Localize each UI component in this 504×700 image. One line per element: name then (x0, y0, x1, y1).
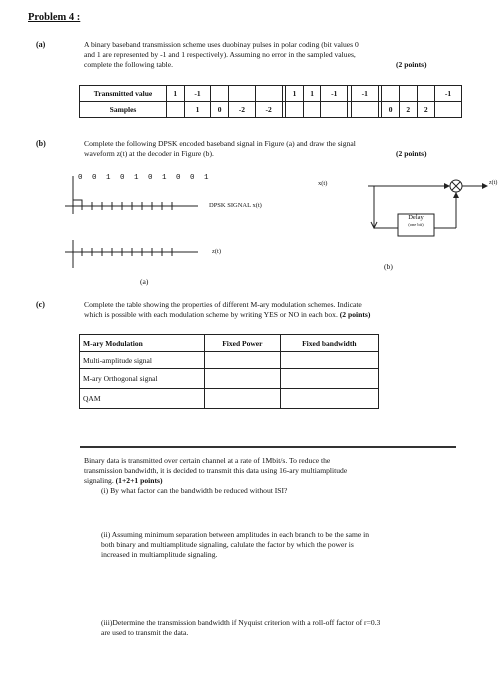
table-cell[interactable] (286, 102, 304, 118)
table-cell[interactable]: -1 (435, 86, 462, 102)
figure-b-caption: (b) (384, 262, 393, 271)
table-cell[interactable] (351, 102, 378, 118)
table-cell[interactable]: 2 (417, 102, 435, 118)
answer-cell[interactable] (205, 352, 281, 369)
table-row (80, 352, 379, 369)
table-cell[interactable]: 1 (184, 102, 211, 118)
row-qam: QAM (80, 389, 205, 409)
table-cell[interactable]: 1 (303, 86, 321, 102)
mary-table (79, 334, 379, 409)
answer-cell[interactable] (280, 389, 378, 409)
part-b-line1: Complete the following DPSK encoded baseband signal in Figure (a) and draw the signal (84, 139, 356, 148)
dpsk-signal-label: DPSK SIGNAL x(t) (209, 202, 262, 209)
header-modulation: M-ary Modulation (80, 335, 205, 352)
table-cell[interactable] (255, 86, 282, 102)
duobinary-table (79, 85, 462, 118)
table-cell[interactable] (435, 102, 462, 118)
part-a-line2: and 1 are represented by -1 and 1 respectively). Assuming no error in the sampled values, (84, 50, 356, 59)
table-cell[interactable]: 0 (382, 102, 400, 118)
part-c-line2: which is possible with each modulation scheme by writing YES or NO in each box. (84, 310, 338, 319)
question-i: (i) By what factor can the bandwidth be reduced without ISI? (101, 486, 288, 495)
table-cell[interactable] (417, 86, 435, 102)
part-a-line1: A binary baseband transmission scheme uses duobinay pulses in polar coding (bit values 0 (84, 40, 359, 49)
table-cell[interactable]: 2 (399, 102, 417, 118)
question-ii-line1: (ii) Assuming minimum separation between amplitudes in each branch to be the same in (101, 530, 370, 539)
samples-row (80, 102, 462, 118)
table-cell[interactable]: -1 (184, 86, 211, 102)
delay-line2: (one bit) (408, 222, 424, 227)
part-a-text (84, 40, 484, 70)
table-cell[interactable] (167, 102, 185, 118)
table-cell[interactable]: -2 (228, 102, 255, 118)
mary-header-row (80, 335, 379, 352)
xt-label: x(t) (318, 180, 328, 187)
table-cell[interactable]: -1 (351, 86, 378, 102)
question-iii-line1: (iii)Determine the transmission bandwidth if Nyquist criterion with a roll-off factor of r=0.3 (101, 618, 381, 627)
table-cell[interactable] (382, 86, 400, 102)
table-cell[interactable] (303, 102, 321, 118)
table-cell[interactable]: 1 (286, 86, 304, 102)
answer-cell[interactable] (280, 369, 378, 389)
part-b-points: (2 points) (396, 149, 427, 158)
header-fixed-power: Fixed Power (205, 335, 281, 352)
input-arrow (444, 183, 450, 189)
to-multiplier-arrow (453, 192, 459, 198)
zt-label-b: z(t) (489, 180, 498, 186)
part-d-points: (1+2+1 points) (115, 476, 163, 485)
part-c-points: (2 points) (339, 310, 371, 319)
part-a-line3: complete the following table. (84, 60, 173, 69)
part-d-text (84, 456, 484, 486)
table-cell[interactable] (321, 102, 348, 118)
part-b-text (84, 139, 484, 159)
figure-a (60, 170, 210, 280)
section-divider (80, 446, 456, 448)
question-iii (101, 618, 496, 638)
table-cell[interactable]: -2 (255, 102, 282, 118)
part-d-line3: signaling. (84, 476, 114, 485)
table-row (80, 369, 379, 389)
table-cell[interactable]: 1 (167, 86, 185, 102)
delay-text (398, 214, 434, 228)
row-mary-orthogonal: M-ary Orthogonal signal (80, 369, 205, 389)
table-cell[interactable] (399, 86, 417, 102)
answer-cell[interactable] (205, 369, 281, 389)
part-c-text (84, 300, 494, 320)
figure-a-caption: (a) (140, 277, 149, 286)
table-cell[interactable]: 0 (211, 102, 229, 118)
part-b-line2: waveform z(t) at the decoder in Figure (b). (84, 149, 214, 158)
part-c-line1: Complete the table showing the properties of different M-ary modulation schemes. Indicate (84, 300, 362, 309)
table-cell[interactable] (211, 86, 229, 102)
answer-cell[interactable] (205, 389, 281, 409)
answer-cell[interactable] (280, 352, 378, 369)
part-d-line1: Binary data is transmitted over certain channel at a rate of 1Mbit/s. To reduce the (84, 456, 331, 465)
transmitted-header: Transmitted value (80, 86, 167, 102)
zt-label-a: z(t) (212, 248, 222, 255)
part-b-label: (b) (36, 139, 46, 148)
question-ii-line3: increased in multiamplitude signaling. (101, 550, 218, 559)
part-a-points: (2 points) (396, 60, 427, 69)
problem-title: Problem 4 : (28, 12, 81, 23)
dpsk-start-pulse (73, 200, 82, 206)
question-ii (101, 530, 491, 560)
table-cell[interactable]: -1 (321, 86, 348, 102)
part-c-label: (c) (36, 300, 45, 309)
row-multi-amplitude: Multi-amplitude signal (80, 352, 205, 369)
bit-sequence: 0 0 1 0 1 0 1 0 0 1 (78, 174, 212, 182)
samples-header: Samples (80, 102, 167, 118)
question-iii-line2: are used to transmit the data. (101, 628, 189, 637)
header-fixed-bandwidth: Fixed bandwidth (280, 335, 378, 352)
table-row (80, 389, 379, 409)
part-d-line2: transmission bandwidth, it is decided to transmit this data using 16-ary multiamplitude (84, 466, 348, 475)
part-a-label: (a) (36, 40, 46, 49)
table-cell[interactable] (228, 86, 255, 102)
delay-line1: Delay (408, 214, 424, 221)
question-ii-line2: both binary and multiamplitude signaling, calulate the factor by which the power is (101, 540, 354, 549)
output-arrow (482, 183, 488, 189)
transmitted-row (80, 86, 462, 102)
